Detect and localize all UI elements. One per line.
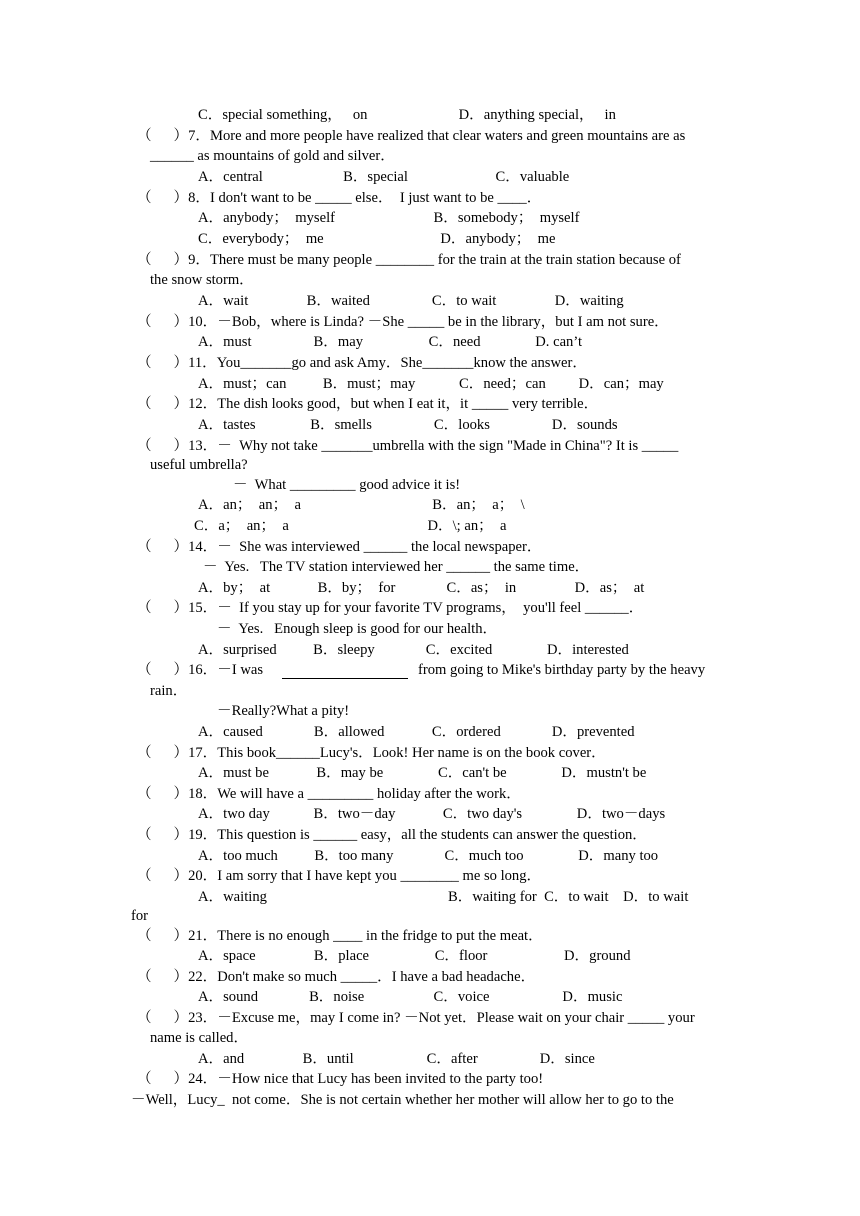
- q17-stem: （ ）17．This book______Lucy's．Look! Her name is on the book cover．: [137, 745, 606, 761]
- q18-stem: （ ）18．We will have a _________ holiday after the work．: [137, 786, 521, 802]
- q20-option-a: A．waiting: [198, 889, 267, 905]
- q16-stem-tail: from going to Mike's birthday party by the heavy: [418, 662, 706, 678]
- q24-stem: （ ）24．－How nice that Lucy has been invited to the party too!: [137, 1071, 544, 1087]
- q11-stem: （ ）11．You_______go and ask Amy．She_______know the answer．: [137, 355, 587, 371]
- q6-options-cd: C．special something， on D．anything special， in: [198, 107, 616, 123]
- q20-options-bcd: B．waiting for C．to wait D．to wait: [448, 889, 689, 905]
- q20-options-cont: for: [131, 908, 149, 924]
- q9-stem-cont: the snow storm．: [150, 272, 254, 288]
- q21-options: A．space B．place C．floor D．ground: [198, 948, 631, 964]
- q7-options: A．central B．special C．valuable: [198, 169, 570, 185]
- q22-stem: （ ）22．Don't make so much _____．I have a bad headache．: [137, 969, 536, 985]
- q15-options: A．surprised B．sleepy C．excited D．interested: [198, 642, 629, 658]
- q8-options-ab: A．anybody； myself B．somebody； myself: [198, 210, 580, 226]
- q12-stem: （ ）12．The dish looks good，but when I eat it，it _____ very terrible．: [137, 396, 599, 412]
- q16-options: A．caused B．allowed C．ordered D．prevented: [198, 724, 635, 740]
- q10-options: A．must B．may C．need D. can’t: [198, 334, 583, 350]
- q13-options-ab: A．an； an； a B．an； a； \: [198, 497, 525, 513]
- q15-stem: （ ）15．－ If you stay up for your favorite TV programs， you'll feel ______．: [137, 600, 644, 616]
- q19-stem: （ ）19．This question is ______ easy，all the students can answer the question．: [137, 827, 647, 843]
- q14-stem: （ ）14．－ She was interviewed ______ the local newspaper．: [137, 539, 542, 555]
- q13-reply: － What _________ good advice it is!: [233, 477, 461, 493]
- q13-stem: （ ）13．－ Why not take _______umbrella with the sign "Made in China"? It is _____: [137, 438, 679, 454]
- q8-options-cd: C．everybody； me D．anybody； me: [198, 231, 556, 247]
- q13-options-cd: C．a； an； a D．\; an； a: [194, 518, 507, 534]
- q23-stem: （ ）23．－Excuse me，may I come in? －Not yet．Please wait on your chair _____ your: [137, 1010, 695, 1026]
- q16-stem-cont: rain．: [150, 683, 188, 699]
- q7-stem: （ ）7．More and more people have realized that clear waters and green mountains are as: [137, 128, 686, 144]
- q16-answer-blank: [282, 678, 408, 679]
- q17-options: A．must be B．may be C．can't be D．mustn't be: [198, 765, 647, 781]
- q14-reply: － Yes. The TV station interviewed her ______ the same time．: [203, 559, 590, 575]
- q21-stem: （ ）21．There is no enough ____ in the fridge to put the meat．: [137, 928, 543, 944]
- q18-options: A．two day B．two－day C．two day's D．two－days: [198, 806, 666, 822]
- q19-options: A．too much B．too many C．much too D．many too: [198, 848, 659, 864]
- q8-stem: （ ）8．I don't want to be _____ else． I just want to be ____．: [137, 190, 542, 206]
- q16-reply: －Really?What a pity!: [217, 703, 350, 719]
- q23-stem-cont: name is called．: [150, 1030, 249, 1046]
- q12-options: A．tastes B．smells C．looks D．sounds: [198, 417, 618, 433]
- q23-options: A．and B．until C．after D．since: [198, 1051, 595, 1067]
- q15-reply: － Yes. Enough sleep is good for our health．: [217, 621, 498, 637]
- q9-options: A．wait B．waited C．to wait D．waiting: [198, 293, 624, 309]
- q10-stem: （ ）10．－Bob，where is Linda? －She _____ be in the library，but I am not sure．: [137, 314, 669, 330]
- q11-options: A．must；can B．must；may C．need；can D．can；may: [198, 376, 664, 392]
- q20-stem: （ ）20．I am sorry that I have kept you ________ me so long．: [137, 868, 542, 884]
- q14-options: A．by； at B．by； for C．as； in D．as； at: [198, 580, 645, 596]
- q13-stem-cont: useful umbrella?: [150, 457, 248, 473]
- q22-options: A．sound B．noise C．voice D．music: [198, 989, 623, 1005]
- q9-stem: （ ）9．There must be many people ________ for the train at the train station because of: [137, 252, 681, 268]
- q7-stem-cont: ______ as mountains of gold and silver．: [150, 148, 395, 164]
- q16-stem: （ ）16．－I was: [137, 662, 264, 678]
- q24-reply: －Well，Lucy_ not come．She is not certain whether her mother will allow her to go to the: [131, 1092, 674, 1108]
